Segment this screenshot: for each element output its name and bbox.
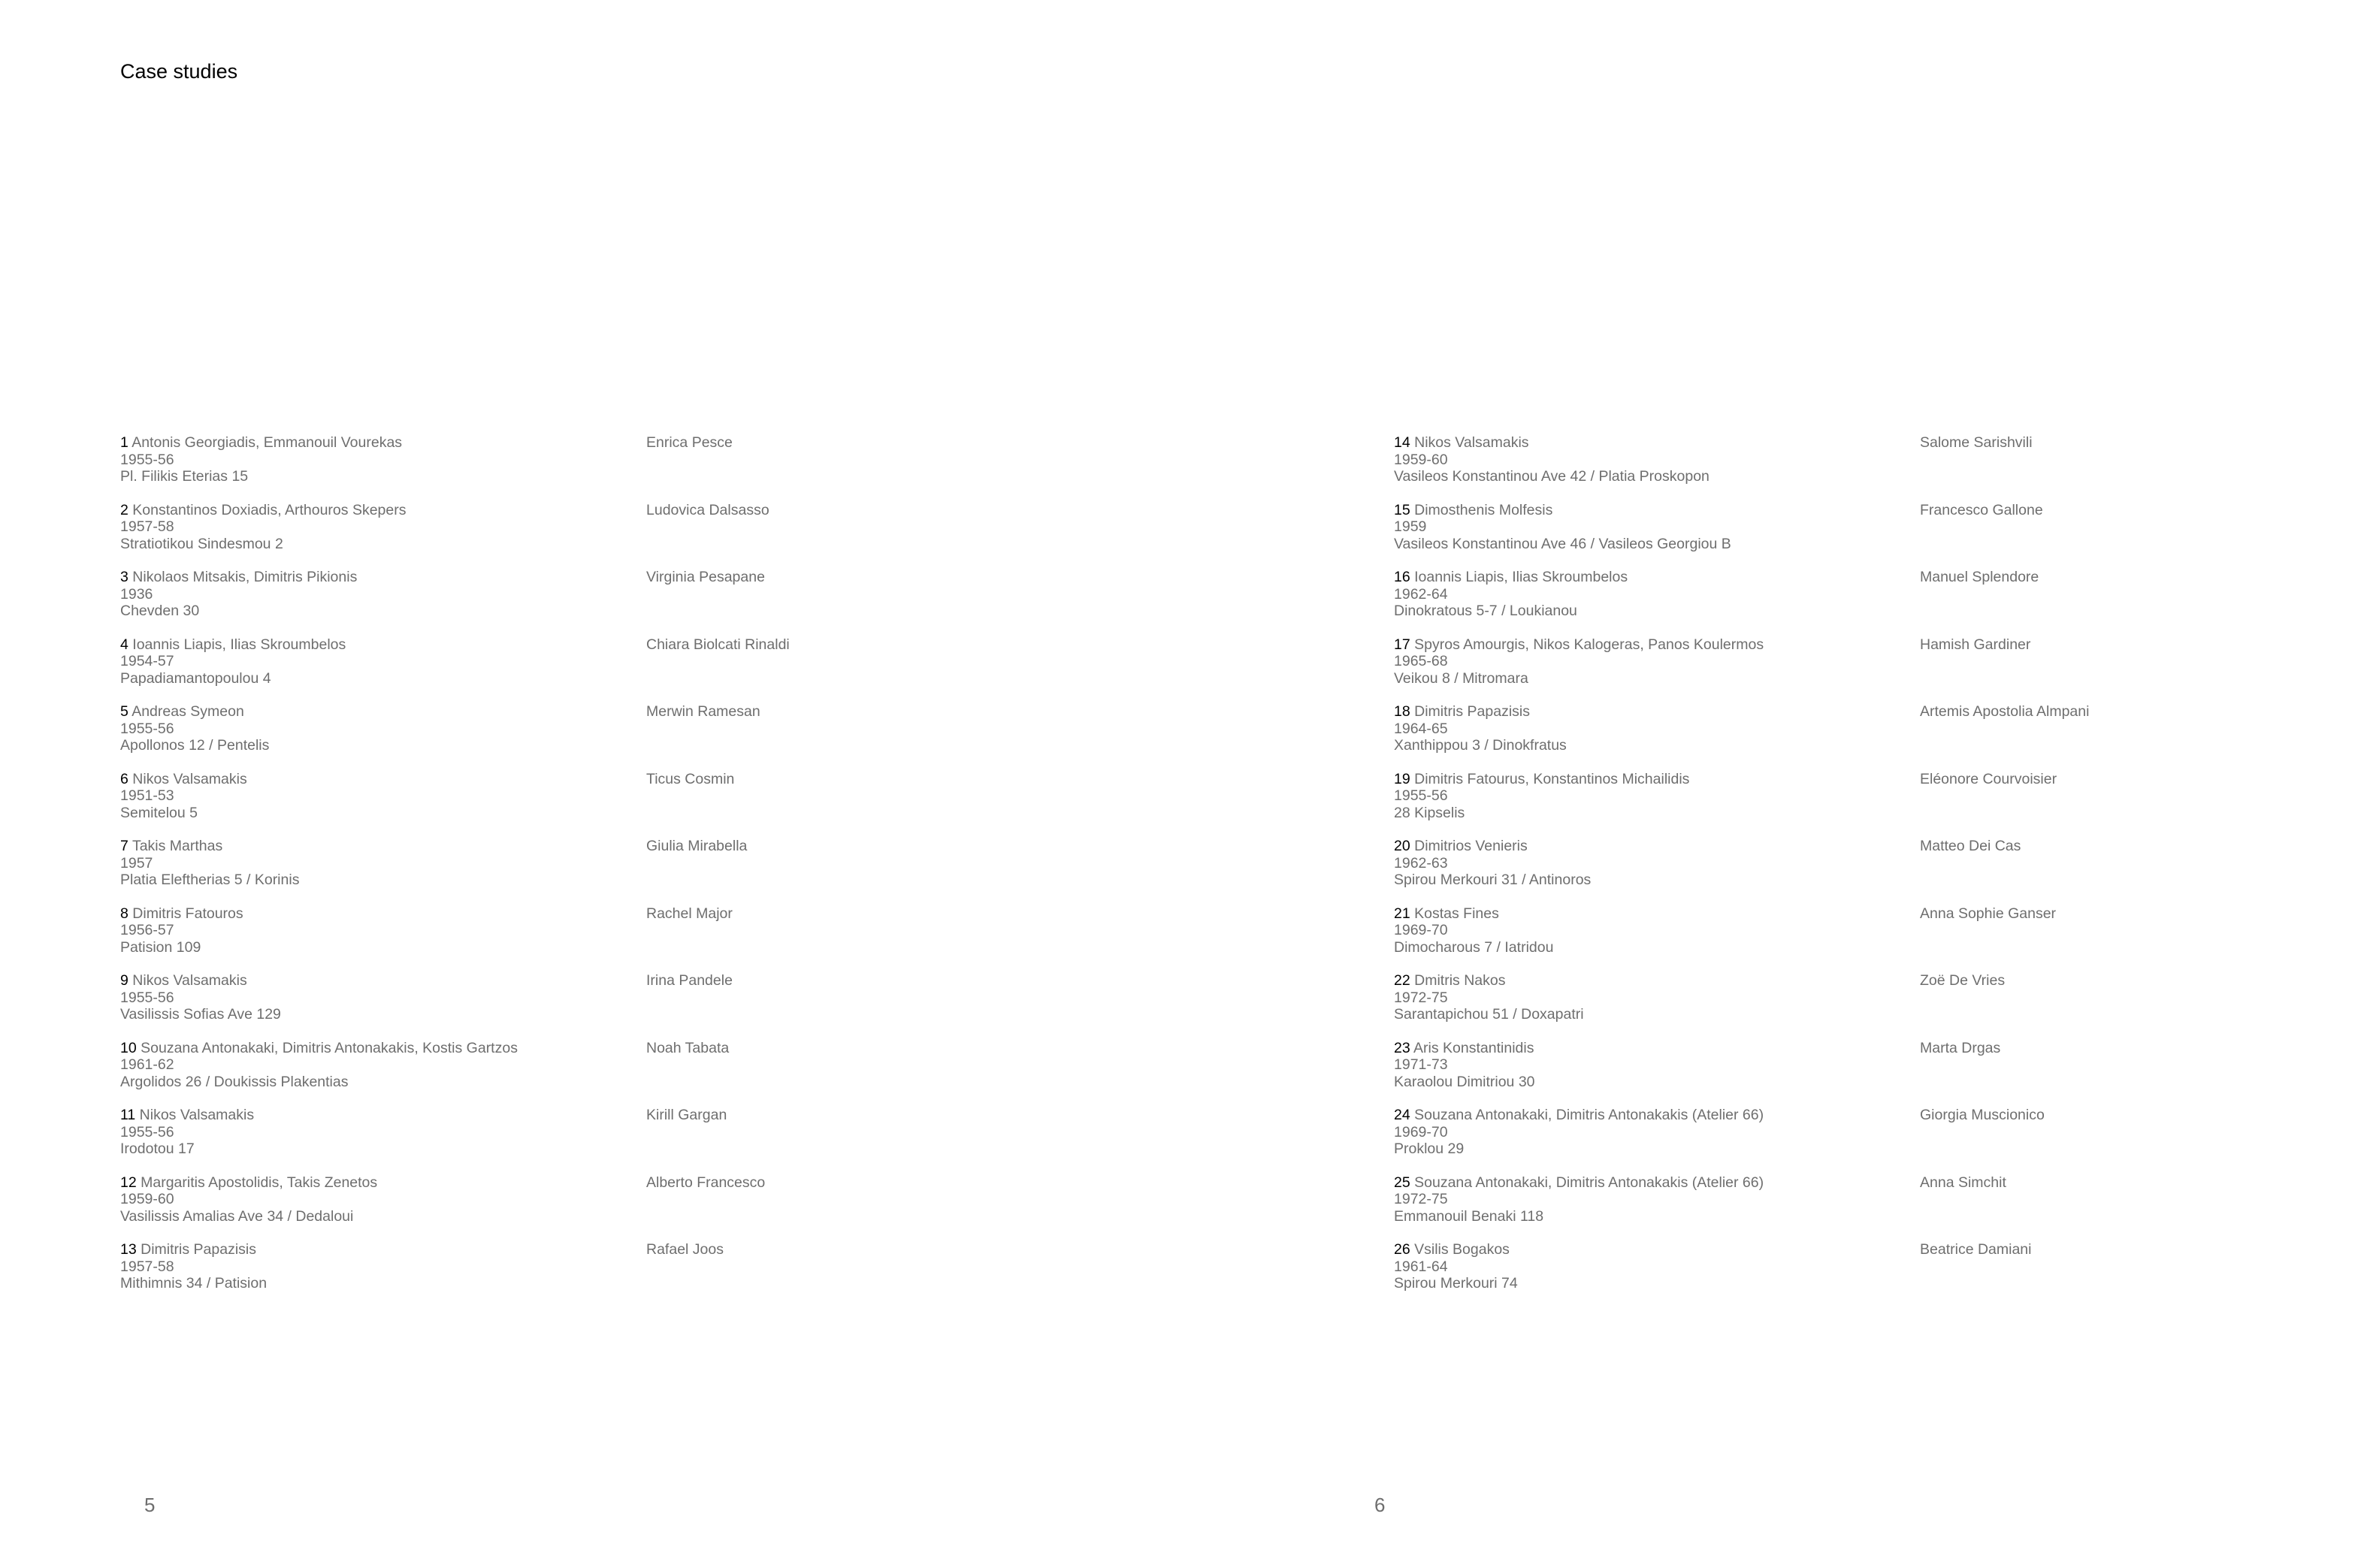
entry-architects: Dimitris Papazisis [141,1241,256,1258]
entry-author: Kirill Gargan [646,1107,727,1123]
entry-number: 6 [120,770,128,787]
entry-author: Merwin Ramesan [646,703,760,720]
entry-architects: Dimitris Fatourus, Konstantinos Michailidis [1414,770,1690,787]
entry-author: Virginia Pesapane [646,569,765,585]
entry-years: 1971-73 [1394,1056,1448,1073]
case-study-entry [1394,636,2031,704]
entry-address: Papadiamantopoulou 4 [120,669,271,687]
entry-heading [120,434,518,452]
case-study-entry [1394,905,2057,973]
entry-author: Anna Sophie Ganser [1920,905,2057,922]
entry-author: Artemis Apostolia Almpani [1920,703,2090,720]
case-study-entry [120,838,748,905]
entry-address: Veikou 8 / Mitromara [1394,669,1528,687]
entry-architects: Antonis Georgiadis, Emmanouil Vourekas [132,434,403,451]
case-study-entry [120,1107,727,1174]
case-study-entry [120,905,733,973]
page-title: Case studies [120,60,238,83]
entry-architects: Margaritis Apostolidis, Takis Zenetos [141,1174,378,1191]
entry-address: Vasilissis Sofias Ave 129 [120,1006,281,1023]
entry-address: Patision 109 [120,938,201,956]
entry-address: Dimocharous 7 / Iatridou [1394,938,1554,956]
entry-number: 19 [1394,770,1410,787]
entry-address: Irodotou 17 [120,1141,195,1157]
entry-heading [120,1241,518,1258]
entry-architects: Aris Konstantinidis [1413,1039,1534,1056]
entry-address: 28 Kipselis [1394,804,1465,821]
entry-heading [120,972,518,989]
entry-heading [1394,771,1764,788]
entry-author: Matteo Dei Cas [1920,838,2021,854]
page-number-left: 5 [144,1494,156,1516]
entry-heading [1394,502,1764,519]
entry-address: Mithimnis 34 / Patision [120,1275,268,1292]
entry-years: 1954-57 [120,653,174,669]
entry-years: 1961-64 [1394,1258,1448,1275]
entry-years: 1956-57 [120,922,174,938]
case-study-entry [1394,770,2057,838]
entry-address: Proklou 29 [1394,1141,1465,1157]
entry-years: 1936 [120,585,153,603]
entry-heading [1394,905,1764,923]
entry-number: 8 [120,905,128,922]
entry-address: Spirou Merkouri 31 / Antinoros [1394,872,1592,888]
entry-author: Rafael Joos [646,1241,724,1258]
entry-number: 13 [120,1241,137,1258]
entry-address: Argolidos 26 / Doukissis Plakentias [120,1073,349,1090]
entry-author: Ludovica Dalsasso [646,501,769,518]
entry-years: 1965-68 [1394,653,1448,669]
entry-architects: Vsilis Bogakos [1414,1241,1510,1258]
entry-years: 1955-56 [120,1123,174,1141]
entry-architects: Nikos Valsamakis [1414,434,1529,451]
entry-number: 14 [1394,434,1410,451]
entry-address: Spirou Merkouri 74 [1394,1275,1518,1292]
entry-author: Anna Simchit [1920,1174,2006,1191]
case-study-entry [1394,1039,2001,1107]
case-study-entry [1394,1174,2006,1242]
entry-number: 17 [1394,636,1410,653]
case-study-entry [1394,1107,2045,1174]
case-study-entry [120,434,733,502]
entry-heading [120,1107,518,1124]
entry-number: 25 [1394,1174,1410,1191]
entry-author: Zoë De Vries [1920,972,2006,989]
case-study-entry [1394,703,2090,771]
entry-number: 3 [120,569,128,585]
entry-heading [120,569,518,586]
case-study-entry [120,703,760,771]
entry-number: 12 [120,1174,137,1191]
entry-years: 1969-70 [1394,1123,1448,1141]
entry-author: Hamish Gardiner [1920,636,2031,653]
entry-address: Vasilissis Amalias Ave 34 / Dedaloui [120,1207,354,1225]
entry-architects: Souzana Antonakaki, Dimitris Antonakakis, Kostis Gartzos [141,1039,518,1056]
entry-author: Chiara Biolcati Rinaldi [646,636,790,653]
case-study-entry [1394,569,2039,636]
entry-years: 1955-56 [1394,787,1448,804]
entry-architects: Andreas Symeon [132,703,244,720]
entry-heading [1394,972,1764,989]
entry-author: Enrica Pesce [646,434,733,451]
entry-years: 1957-58 [120,518,174,535]
case-study-entry [120,770,735,838]
entry-heading [1394,703,1764,721]
entry-architects: Dimitris Papazisis [1414,703,1530,720]
entry-heading [1394,636,1764,654]
entry-years: 1959-60 [120,1191,174,1207]
entry-architects: Takis Marthas [132,838,223,854]
entry-heading [120,636,518,654]
entry-author: Rachel Major [646,905,733,922]
entry-address: Emmanouil Benaki 118 [1394,1207,1544,1225]
entry-heading [1394,1107,1764,1124]
entry-number: 16 [1394,569,1410,585]
case-study-entry [120,972,733,1040]
entry-years: 1955-56 [120,989,174,1006]
entry-address: Platia Eleftherias 5 / Korinis [120,872,300,888]
entry-author: Ticus Cosmin [646,770,735,787]
entry-architects: Nikos Valsamakis [132,972,247,989]
entry-author: Noah Tabata [646,1039,730,1056]
entry-number: 24 [1394,1107,1410,1123]
entry-architects: Dimosthenis Molfesis [1414,501,1553,518]
entry-heading [120,502,518,519]
entry-number: 21 [1394,905,1410,922]
entry-heading [120,703,518,721]
entry-years: 1955-56 [120,451,174,468]
case-study-entry [120,636,790,704]
entry-author: Salome Sarishvili [1920,434,2033,451]
entry-address: Pl. Filikis Eterias 15 [120,468,249,485]
entry-architects: Nikos Valsamakis [132,770,247,787]
case-studies-list-left [120,434,790,1309]
entry-number: 22 [1394,972,1410,989]
case-study-entry [120,1241,724,1309]
entry-heading [1394,1174,1764,1192]
entry-years: 1959-60 [1394,451,1448,468]
entry-architects: Ioannis Liapis, Ilias Skroumbelos [132,636,346,653]
entry-author: Marta Drgas [1920,1039,2001,1056]
entry-architects: Kostas Fines [1414,905,1499,922]
entry-address: Apollonos 12 / Pentelis [120,737,270,754]
entry-years: 1959 [1394,518,1427,535]
entry-address: Chevden 30 [120,603,200,619]
entry-number: 23 [1394,1039,1410,1056]
entry-author: Giorgia Muscionico [1920,1107,2045,1123]
entry-years: 1957 [120,854,153,872]
entry-address: Stratiotikou Sindesmou 2 [120,535,283,552]
entry-heading [1394,838,1764,855]
entry-architects: Spyros Amourgis, Nikos Kalogeras, Panos Koulermos [1414,636,1764,653]
entry-heading [120,1174,518,1192]
entry-years: 1969-70 [1394,922,1448,938]
case-study-entry [1394,501,2043,569]
entry-heading [120,1040,518,1057]
entry-number: 10 [120,1039,137,1056]
entry-author: Beatrice Damiani [1920,1241,2032,1258]
entry-number: 11 [120,1107,136,1123]
entry-number: 2 [120,501,128,518]
entry-architects: Nikos Valsamakis [139,1107,255,1123]
page-number-right: 6 [1374,1494,1386,1516]
entry-number: 7 [120,838,128,854]
entry-heading [120,905,518,923]
case-study-entry [1394,434,2033,502]
entry-address: Vasileos Konstantinou Ave 46 / Vasileos Georgiou B [1394,535,1731,552]
entry-architects: Konstantinos Doxiadis, Arthouros Skepers [132,501,407,518]
entry-heading [1394,1040,1764,1057]
entry-number: 15 [1394,501,1410,518]
entry-number: 5 [120,703,128,720]
entry-heading [1394,434,1764,452]
entry-number: 26 [1394,1241,1410,1258]
entry-number: 9 [120,972,128,989]
entry-heading [120,771,518,788]
entry-address: Vasileos Konstantinou Ave 42 / Platia Proskopon [1394,468,1710,485]
entry-years: 1964-65 [1394,720,1448,737]
entry-architects: Dimitrios Venieris [1414,838,1528,854]
entry-address: Semitelou 5 [120,804,198,821]
entry-years: 1955-56 [120,720,174,737]
case-study-entry [120,569,765,636]
entry-years: 1962-63 [1394,854,1448,872]
entry-architects: Souzana Antonakaki, Dimitris Antonakakis (Atelier 66) [1414,1174,1764,1191]
case-study-entry [120,501,769,569]
entry-address: Xanthippou 3 / Dinokfratus [1394,737,1567,754]
entry-author: Irina Pandele [646,972,733,989]
entry-architects: Souzana Antonakaki, Dimitris Antonakakis (Atelier 66) [1414,1107,1764,1123]
entry-address: Karaolou Dimitriou 30 [1394,1073,1535,1090]
entry-author: Francesco Gallone [1920,501,2043,518]
entry-years: 1972-75 [1394,1191,1448,1207]
entry-heading [120,838,518,855]
case-study-entry [1394,972,2006,1040]
case-study-entry [120,1039,730,1107]
entry-author: Manuel Splendore [1920,569,2039,585]
entry-address: Dinokratous 5-7 / Loukianou [1394,603,1577,619]
entry-heading [1394,569,1764,586]
entry-author: Alberto Francesco [646,1174,766,1191]
entry-years: 1957-58 [120,1258,174,1275]
entry-number: 4 [120,636,128,653]
case-study-entry [1394,838,2021,905]
entry-years: 1961-62 [120,1056,174,1073]
entry-number: 18 [1394,703,1410,720]
entry-architects: Dmitris Nakos [1414,972,1506,989]
entry-number: 20 [1394,838,1410,854]
case-studies-list-right [1394,434,2090,1309]
case-study-entry [1394,1241,2032,1309]
entry-years: 1962-64 [1394,585,1448,603]
entry-author: Giulia Mirabella [646,838,748,854]
entry-architects: Nikolaos Mitsakis, Dimitris Pikionis [132,569,358,585]
case-study-entry [120,1174,766,1242]
entry-architects: Ioannis Liapis, Ilias Skroumbelos [1414,569,1628,585]
entry-author: Eléonore Courvoisier [1920,770,2057,787]
entry-architects: Dimitris Fatouros [132,905,243,922]
entry-years: 1951-53 [120,787,174,804]
entry-years: 1972-75 [1394,989,1448,1006]
entry-address: Sarantapichou 51 / Doxapatri [1394,1006,1584,1023]
entry-heading [1394,1241,1764,1258]
entry-number: 1 [120,434,128,451]
